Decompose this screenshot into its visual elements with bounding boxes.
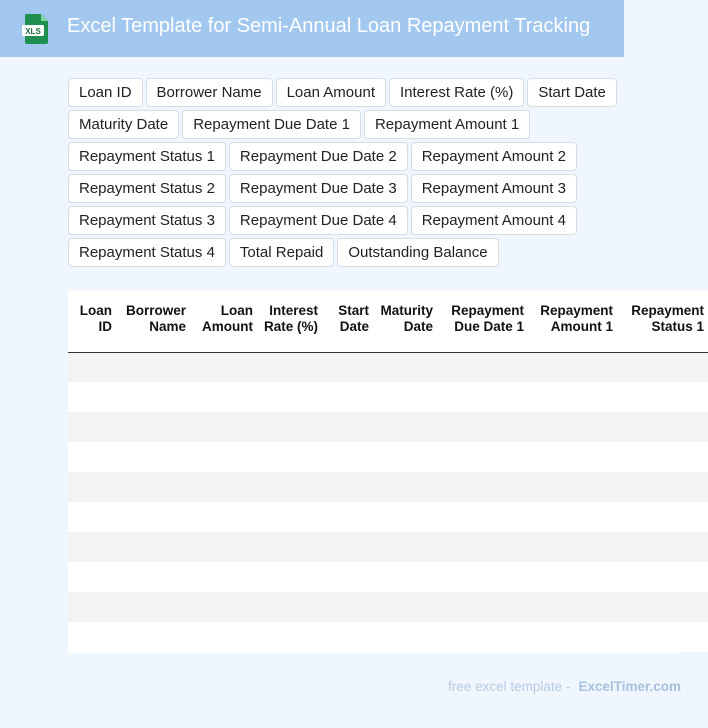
- table-cell[interactable]: [437, 472, 528, 502]
- page-header: [0, 0, 624, 57]
- column-header: Borrower Name: [116, 290, 190, 352]
- table-cell[interactable]: [116, 562, 190, 592]
- table-cell[interactable]: [528, 352, 617, 382]
- table-cell[interactable]: [68, 592, 116, 622]
- table-cell[interactable]: [68, 532, 116, 562]
- column-header: Repayment Due Date 1: [437, 290, 528, 352]
- table-cell[interactable]: [617, 502, 708, 532]
- field-chip[interactable]: Loan Amount: [276, 78, 386, 107]
- table-cell[interactable]: [68, 562, 116, 592]
- table-cell[interactable]: [116, 412, 190, 442]
- column-header: Start Date: [322, 290, 373, 352]
- table-cell[interactable]: [373, 442, 437, 472]
- table-cell[interactable]: [68, 382, 116, 412]
- footer-brand-link[interactable]: ExcelTimer.com: [578, 679, 681, 694]
- table-row: [68, 442, 708, 472]
- table-cell[interactable]: [190, 472, 257, 502]
- table-cell[interactable]: [116, 472, 190, 502]
- field-chip-list: [68, 78, 688, 267]
- table-cell[interactable]: [437, 502, 528, 532]
- column-header: Maturity Date: [373, 290, 437, 352]
- table-cell[interactable]: [373, 562, 437, 592]
- column-header: Repayment Status 1: [617, 290, 708, 352]
- table-cell[interactable]: [116, 442, 190, 472]
- table-cell[interactable]: [528, 502, 617, 532]
- table-cell[interactable]: [322, 502, 373, 532]
- table-cell[interactable]: [190, 592, 257, 622]
- table-cell[interactable]: [257, 382, 322, 412]
- table-cell[interactable]: [257, 412, 322, 442]
- table-cell[interactable]: [257, 622, 322, 652]
- table-cell[interactable]: [528, 442, 617, 472]
- table-cell[interactable]: [373, 502, 437, 532]
- table-cell[interactable]: [257, 472, 322, 502]
- table-cell[interactable]: [437, 352, 528, 382]
- table-cell[interactable]: [437, 592, 528, 622]
- excel-file-icon: [22, 14, 50, 44]
- table-cell[interactable]: [437, 442, 528, 472]
- table-cell[interactable]: [190, 622, 257, 652]
- field-chip[interactable]: Repayment Status 2: [68, 174, 226, 203]
- field-chip[interactable]: Interest Rate (%): [389, 78, 524, 107]
- table-cell[interactable]: [617, 472, 708, 502]
- table-cell[interactable]: [190, 502, 257, 532]
- table-cell[interactable]: [437, 412, 528, 442]
- table-row: [68, 562, 708, 592]
- field-chip[interactable]: Start Date: [527, 78, 617, 107]
- field-chip[interactable]: Repayment Due Date 1: [182, 110, 361, 139]
- table-cell[interactable]: [617, 352, 708, 382]
- table-cell[interactable]: [68, 472, 116, 502]
- field-chip[interactable]: Repayment Amount 3: [411, 174, 577, 203]
- table-cell[interactable]: [617, 382, 708, 412]
- field-chip[interactable]: Repayment Status 3: [68, 206, 226, 235]
- table-cell[interactable]: [617, 412, 708, 442]
- table-cell[interactable]: [322, 592, 373, 622]
- table-cell[interactable]: [437, 532, 528, 562]
- table-cell[interactable]: [322, 412, 373, 442]
- table-cell[interactable]: [528, 412, 617, 442]
- table-cell[interactable]: [257, 562, 322, 592]
- table-cell[interactable]: [322, 472, 373, 502]
- table-cell[interactable]: [437, 622, 528, 652]
- table-cell[interactable]: [190, 532, 257, 562]
- table-cell[interactable]: [190, 352, 257, 382]
- table-cell[interactable]: [322, 382, 373, 412]
- table-cell[interactable]: [68, 622, 116, 652]
- table-cell[interactable]: [528, 532, 617, 562]
- table-cell[interactable]: [116, 352, 190, 382]
- excel-icon-label: XLS: [25, 26, 41, 36]
- table-cell[interactable]: [373, 472, 437, 502]
- table-cell[interactable]: [373, 412, 437, 442]
- table-cell[interactable]: [257, 532, 322, 562]
- table-cell[interactable]: [116, 382, 190, 412]
- table-row: [68, 382, 708, 412]
- table-cell[interactable]: [373, 532, 437, 562]
- table-cell[interactable]: [190, 412, 257, 442]
- table-row: [68, 502, 708, 532]
- column-header: Loan Amount: [190, 290, 257, 352]
- field-chip[interactable]: Borrower Name: [146, 78, 273, 107]
- table-cell[interactable]: [190, 382, 257, 412]
- table-cell[interactable]: [116, 592, 190, 622]
- data-table-container[interactable]: [68, 290, 704, 653]
- table-cell[interactable]: [373, 622, 437, 652]
- data-table: [68, 290, 708, 652]
- table-cell[interactable]: [373, 352, 437, 382]
- field-chip[interactable]: Repayment Amount 2: [411, 142, 577, 171]
- table-cell[interactable]: [116, 622, 190, 652]
- table-cell[interactable]: [437, 382, 528, 412]
- field-chip[interactable]: Maturity Date: [68, 110, 179, 139]
- field-chip[interactable]: Repayment Status 4: [68, 238, 226, 267]
- field-chip[interactable]: Repayment Status 1: [68, 142, 226, 171]
- footer-credit: [448, 679, 681, 694]
- table-cell[interactable]: [257, 502, 322, 532]
- field-chip[interactable]: Repayment Due Date 3: [229, 174, 408, 203]
- table-cell[interactable]: [68, 412, 116, 442]
- field-chip[interactable]: Repayment Due Date 4: [229, 206, 408, 235]
- table-row: [68, 412, 708, 442]
- table-cell[interactable]: [190, 562, 257, 592]
- table-cell[interactable]: [190, 442, 257, 472]
- table-cell[interactable]: [373, 382, 437, 412]
- table-header-row: [68, 290, 708, 352]
- table-cell[interactable]: [373, 592, 437, 622]
- column-header: Interest Rate (%): [257, 290, 322, 352]
- field-chip[interactable]: Outstanding Balance: [337, 238, 498, 267]
- table-cell[interactable]: [617, 622, 708, 652]
- table-cell[interactable]: [68, 352, 116, 382]
- table-cell[interactable]: [617, 532, 708, 562]
- field-chip[interactable]: Repayment Due Date 2: [229, 142, 408, 171]
- table-cell[interactable]: [617, 562, 708, 592]
- table-row: [68, 532, 708, 562]
- table-row: [68, 622, 708, 652]
- table-cell[interactable]: [437, 562, 528, 592]
- table-cell[interactable]: [68, 502, 116, 532]
- table-cell[interactable]: [322, 622, 373, 652]
- table-row: [68, 592, 708, 622]
- table-row: [68, 472, 708, 502]
- table-cell[interactable]: [68, 442, 116, 472]
- table-body: [68, 352, 708, 652]
- field-chip[interactable]: Total Repaid: [229, 238, 334, 267]
- table-cell[interactable]: [257, 592, 322, 622]
- page-title: Excel Template for Semi-Annual Loan Repayment Tracking: [67, 15, 591, 37]
- table-row: [68, 352, 708, 382]
- column-header: Repayment Amount 1: [528, 290, 617, 352]
- field-chip[interactable]: Loan ID: [68, 78, 143, 107]
- table-cell[interactable]: [257, 352, 322, 382]
- table-cell[interactable]: [528, 382, 617, 412]
- table-cell[interactable]: [528, 592, 617, 622]
- table-cell[interactable]: [528, 472, 617, 502]
- table-cell[interactable]: [617, 592, 708, 622]
- table-cell[interactable]: [322, 442, 373, 472]
- table-cell[interactable]: [528, 622, 617, 652]
- field-chip[interactable]: Repayment Amount 1: [364, 110, 530, 139]
- table-cell[interactable]: [528, 562, 617, 592]
- footer-prefix: free excel template -: [448, 679, 571, 694]
- column-header: Loan ID: [68, 290, 116, 352]
- table-cell[interactable]: [257, 442, 322, 472]
- table-cell[interactable]: [116, 532, 190, 562]
- field-chip[interactable]: Repayment Amount 4: [411, 206, 577, 235]
- table-cell[interactable]: [322, 352, 373, 382]
- table-cell[interactable]: [617, 442, 708, 472]
- table-cell[interactable]: [116, 502, 190, 532]
- table-cell[interactable]: [322, 532, 373, 562]
- table-cell[interactable]: [322, 562, 373, 592]
